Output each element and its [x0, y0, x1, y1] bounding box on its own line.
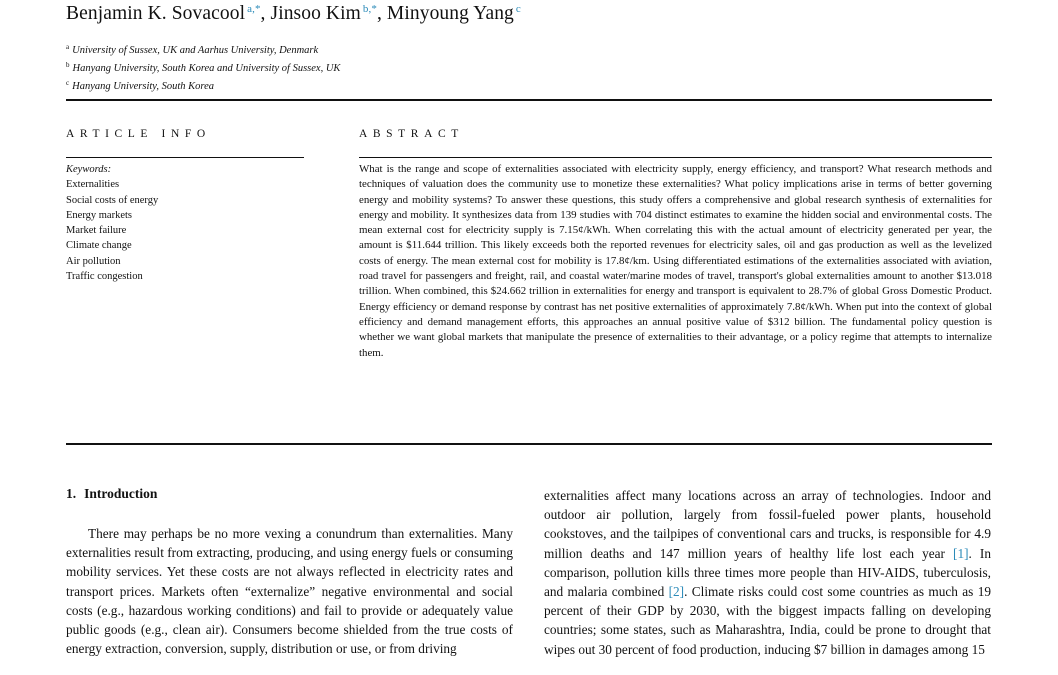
keyword: Climate change: [66, 240, 132, 252]
keyword: Market failure: [66, 225, 127, 237]
section-title: Introduction: [84, 486, 158, 501]
keyword: Traffic congestion: [66, 271, 143, 283]
article-info-heading: ARTICLE INFO: [66, 128, 211, 140]
author-affiliation-marks[interactable]: b,*: [362, 3, 377, 15]
affiliation-mark: a: [66, 43, 70, 51]
author-affiliation-marks[interactable]: a,*: [247, 3, 261, 15]
keyword: Air pollution: [66, 255, 121, 267]
abstract-text: What is the range and scope of externalities associated with electricity supply, energy efficiency, and transport? What research methods and techniques of valuation does the community use to monetize these externalities? What policy implications arise in terms of better governing energy and mobility systems? To answer these questions, this study offers a comprehensive and global research synthesis of externalities for energy and mobility. It synthesizes data from 139 studies with 704 distinct estimates to examine the hidden social and environmental costs. The mean external cost for electricity supply is 7.15¢/kWh. When correlating this with the actual amount of electricity generated per year, the amount is $11.644 trillion. This likely exceeds both the reported revenues for electricity sales, oil and gas production as well as the levelized costs of energy. The mean external cost for mobility is 17.8¢/km. Using differentiated estimations of the externalities associated with aviation, road travel for passengers and freight, rail, and coastal water/marine modes of travel, transport's global externalities amount to another $13.018 trillion. When combined, this $24.662 trillion in externalities for energy and transport is equivalent to 28.7% of global Gross Domestic Product. Energy efficiency or demand response by contrast has net positive externalities of approximately 7.8¢/kWh. When put into the context of global efficiency and demand management efforts, this approaches an annual positive value of $312 billion. The fundamental policy question is whether we want global markets that manipulate the presence of externalities to their advantage, or a policy regime that attempts to internalize them.: [359, 163, 992, 359]
header-divider: [66, 99, 992, 101]
affiliation: [66, 40, 340, 58]
abstract-heading: ABSTRACT: [359, 128, 464, 140]
keywords-label: Keywords:: [66, 164, 112, 175]
section-heading-introduction: [66, 486, 157, 502]
affiliation-list: [66, 40, 340, 94]
affiliation-mark: b: [66, 61, 70, 69]
affiliation: [66, 58, 340, 76]
affiliation: [66, 76, 340, 94]
author-separator: ,: [376, 3, 387, 24]
body-text: . Climate risks could cost some countries as much as 19 percent of their GDP by 2030, with the biggest impacts falling on developing countries; some states, such as Maharashtra, India, could be prone to drought that wipes out 30 percent of food production, inducing $7 billion in damages among 15: [544, 584, 991, 657]
author-name[interactable]: Minyoung Yang: [386, 3, 514, 24]
body-text: externalities affect many locations across an array of technologies. Indoor and outdoor air pollution, largely from fossil-fueled power plants, household cookstoves, and the tailpipes of conventional cars and trucks, is responsible for 4.9 million deaths and 147 million years of healthy life lost each year: [544, 488, 991, 561]
abstract-divider: [359, 157, 992, 158]
keyword: Social costs of energy: [66, 194, 159, 206]
author-name[interactable]: Benjamin K. Sovacool: [66, 3, 246, 24]
author-separator: ,: [260, 3, 271, 24]
author-name[interactable]: Jinsoo Kim: [270, 3, 361, 24]
affiliation-text: Hanyang University, South Korea and University of Sussex, UK: [72, 63, 341, 74]
affiliation-text: Hanyang University, South Korea: [72, 81, 215, 92]
author-affiliation-marks[interactable]: c: [515, 3, 521, 15]
affiliation-mark: c: [66, 79, 70, 87]
keywords-list: [66, 162, 158, 284]
body-text: . In comparison, pollution kills three times more people than HIV-AIDS, tuberculosis, and malaria combined: [544, 545, 991, 600]
citation-link[interactable]: [1]: [953, 545, 969, 561]
article-info-divider: [66, 157, 304, 158]
author-list: [66, 3, 966, 25]
abstract-bottom-divider: [66, 443, 992, 445]
section-number: 1.: [66, 486, 77, 501]
keyword: Energy markets: [66, 209, 132, 221]
intro-left-column: There may perhaps be no more vexing a conundrum than externalities. Many externalities result from extracting, producing, and using energy fuels or consuming mobility services. Yet these costs are not always reflected in electricity rates and transport prices. Markets often “externalize” negative environmental and social costs (e.g., hazardous working conditions) and fail to provide or adequately value public goods (e.g., clean air). Consumers become shielded from the true costs of energy extraction, conversion, supply, distribution or use, or from driving: [66, 526, 513, 657]
affiliation-text: University of Sussex, UK and Aarhus University, Denmark: [72, 45, 319, 56]
citation-link[interactable]: [2]: [668, 584, 685, 600]
intro-right-column: [544, 486, 991, 659]
keyword: Externalities: [66, 179, 120, 191]
